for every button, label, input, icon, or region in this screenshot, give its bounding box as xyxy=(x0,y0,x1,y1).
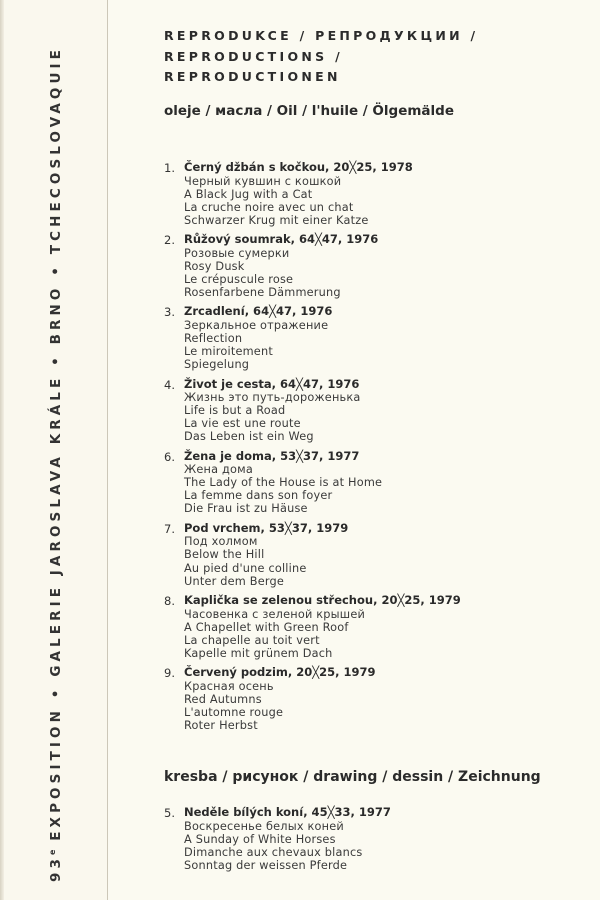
exposition-number: 93 xyxy=(48,855,64,882)
ordinal-superscript: e xyxy=(48,849,57,855)
title-line-1: REPRODUKCE / РЕПРОДУКЦИИ / xyxy=(164,28,479,43)
item-title-de: Roter Herbst xyxy=(184,718,258,732)
list-item xyxy=(164,378,461,444)
item-title-en: The Lady of the House is at Home xyxy=(184,476,383,490)
title-line-2: REPRODUCTIONS / xyxy=(164,48,343,64)
item-title: Zrcadlení, 64╳47, 1976 xyxy=(184,304,333,319)
item-title-en: Reflection xyxy=(184,331,243,345)
item-title-fr: La femme dans son foyer xyxy=(184,489,333,503)
item-title-en: Below the Hill xyxy=(184,548,265,562)
item-number: 9. xyxy=(164,666,175,681)
item-title-de: Unter dem Berge xyxy=(184,574,285,588)
item-title-fr: Le miroitement xyxy=(184,345,273,359)
vertical-exhibition-caption xyxy=(48,22,64,882)
item-title-fr: Au pied d'une colline xyxy=(184,561,307,575)
item-title-ru: Жизнь это путь-дороженька xyxy=(184,391,361,405)
list-item xyxy=(164,305,461,371)
section-heading-oil: oleje / масла / Oil / l'huile / Ölgemälde xyxy=(164,103,454,119)
item-title: Žena je doma, 53╳37, 1977 xyxy=(184,448,360,463)
item-title-ru: Зеркальное отражение xyxy=(184,318,329,332)
item-title-ru: Воскресенье белых коней xyxy=(184,819,344,833)
item-title-de: Schwarzer Krug mit einer Katze xyxy=(184,213,369,227)
item-title-en: A Black Jug with a Cat xyxy=(184,187,313,201)
item-number: 5. xyxy=(164,806,175,820)
item-title: Červený podzim, 20╳25, 1979 xyxy=(184,665,376,680)
item-title-en: Red Autumns xyxy=(184,692,262,706)
item-title-ru: Часовенка с зеленой крышей xyxy=(184,607,366,621)
item-number: 8. xyxy=(164,594,175,609)
item-title: Neděle bílých koní, 45╳33, 1977 xyxy=(184,805,391,819)
item-title-de: Kapelle mit grünem Dach xyxy=(184,646,333,660)
item-title-fr: Dimanche aux chevaux blancs xyxy=(184,845,363,859)
item-title-de: Rosenfarbene Dämmerung xyxy=(184,285,341,299)
item-title-de: Die Frau ist zu Häuse xyxy=(184,502,308,516)
item-title-fr: La chapelle au toit vert xyxy=(184,633,320,647)
item-title-de: Spiegelung xyxy=(184,358,250,372)
item-title-ru: Красная осень xyxy=(184,679,274,693)
item-title-en: A Sunday of White Horses xyxy=(184,832,336,846)
item-title-en: A Chapellet with Green Roof xyxy=(184,620,349,634)
list-item xyxy=(164,233,461,299)
list-item xyxy=(164,806,391,872)
item-title: Kaplička se zelenou střechou, 20╳25, 1979 xyxy=(184,593,461,608)
item-title-en: Life is but a Road xyxy=(184,404,286,418)
item-title-fr: La vie est une route xyxy=(184,417,301,431)
item-title-fr: Le crépuscule rose xyxy=(184,272,294,286)
item-number: 6. xyxy=(164,449,175,464)
item-number: 1. xyxy=(164,161,175,175)
item-number: 7. xyxy=(164,521,175,536)
item-title-de: Das Leben ist ein Weg xyxy=(184,430,314,444)
item-title-en: Rosy Dusk xyxy=(184,259,245,273)
side-strip xyxy=(4,0,107,900)
item-title-ru: Жена дома xyxy=(184,463,253,477)
list-item xyxy=(164,594,461,660)
section-heading-drawing: kresba / рисунок / drawing / dessin / Zeichnung xyxy=(164,769,541,785)
item-title: Pod vrchem, 53╳37, 1979 xyxy=(184,520,349,535)
exhibition-text: EXPOSITION • GALERIE JAROSLAVA KRÁLE • BRNO • TCHECOSLOVAQUIE xyxy=(48,46,64,850)
item-title-fr: L'automne rouge xyxy=(184,705,284,719)
item-number: 4. xyxy=(164,377,175,392)
item-title-ru: Черный кувшин с кошкой xyxy=(184,174,342,188)
drawing-items-list xyxy=(164,806,391,878)
item-title-ru: Под холмом xyxy=(184,535,258,549)
item-title-fr: La cruche noire avec un chat xyxy=(184,200,354,214)
page-title xyxy=(164,26,478,88)
item-title-de: Sonntag der weissen Pferde xyxy=(184,858,348,872)
oil-items-list xyxy=(164,161,461,738)
list-item xyxy=(164,522,461,588)
title-line-3: REPRODUCTIONEN xyxy=(164,69,341,84)
item-title: Černý džbán s kočkou, 20╳25, 1978 xyxy=(184,160,413,174)
item-number: 2. xyxy=(164,233,175,248)
item-title: Růžový soumrak, 64╳47, 1976 xyxy=(184,232,379,247)
item-title-ru: Розовые сумерки xyxy=(184,246,290,260)
fold-divider xyxy=(107,0,108,900)
list-item xyxy=(164,450,461,516)
list-item xyxy=(164,666,461,732)
list-item xyxy=(164,161,461,227)
item-number: 3. xyxy=(164,305,175,320)
item-title: Život je cesta, 64╳47, 1976 xyxy=(184,376,360,391)
